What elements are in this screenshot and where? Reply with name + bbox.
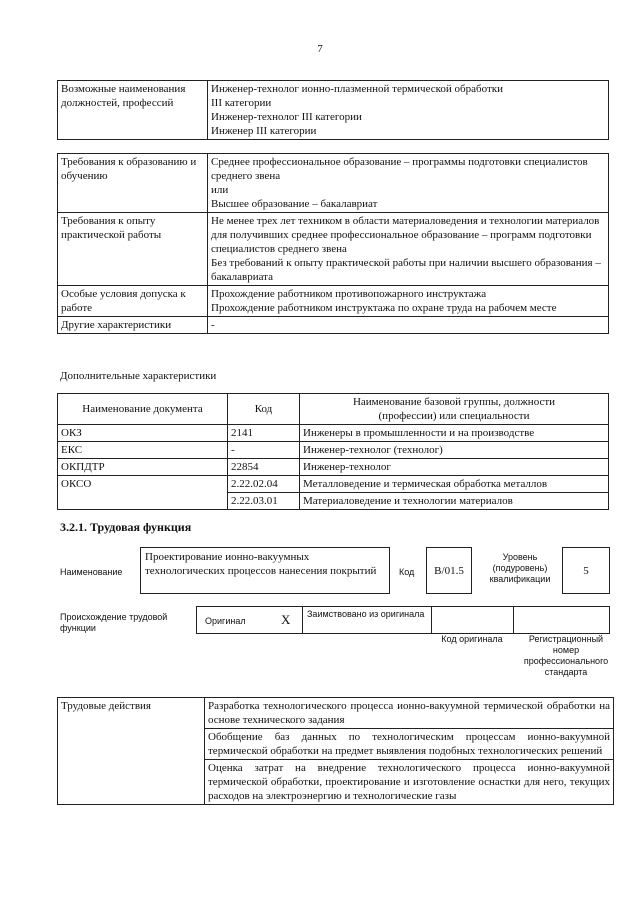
column-header: Наименование базовой группы, должности (профессии) или специальности — [300, 394, 609, 425]
code-box — [426, 547, 472, 594]
list-item: Не менее трех лет техником в области материаловедения и технологии материалов для получивших среднее профессиональное образование – программ подготовки специалистов среднего звена — [211, 215, 600, 255]
function-name-label: Наименование — [60, 567, 123, 577]
additional-heading: Дополнительные характеристики — [60, 370, 217, 382]
job-titles-table — [57, 80, 609, 140]
level-box — [562, 547, 610, 594]
education-label: Требования к образованию и обучению — [58, 154, 208, 213]
table-cell: Материаловедение и технологии материалов — [300, 493, 609, 510]
requirements-table — [57, 153, 609, 334]
code-value: B/01.5 — [434, 565, 464, 577]
table-cell: 2.22.02.04 — [228, 476, 300, 493]
table-row — [58, 698, 614, 729]
list-item: III категории — [211, 97, 272, 109]
admission-label: Особые условия допуска к работе — [58, 286, 208, 317]
origin-boxes — [196, 606, 610, 634]
list-item: Высшее образование – бакалавриат — [211, 198, 378, 210]
table-cell — [58, 493, 228, 510]
table-cell: Инженер-технолог — [300, 459, 609, 476]
table-row — [58, 459, 609, 476]
list-item: Инженер III категории — [211, 125, 317, 137]
job-titles-label: Возможные наименования должностей, профессий — [58, 81, 208, 140]
table-row — [58, 476, 609, 493]
action-item: Разработка технологического процесса ионно-вакуумной термической обработки на основе технического задания — [205, 698, 614, 729]
table-cell: ОКПДТР — [58, 459, 228, 476]
action-item: Оценка затрат на внедрение технологического процесса ионно-вакуумной термической обработки, проектирование и изготовление оснастки для него, текущих расходов на электроэнергию и технологические газы — [205, 760, 614, 805]
list-item: Без требований к опыту практической работы при наличии высшего образования – бакалавриата — [211, 257, 601, 283]
table-row — [58, 154, 609, 213]
code-label: Код — [399, 567, 415, 577]
list-item: Прохождение работником инструктажа по охране труда на рабочем месте — [211, 302, 557, 314]
function-name-box — [140, 547, 390, 594]
table-row — [58, 442, 609, 459]
table-row — [58, 493, 609, 510]
experience-value — [208, 213, 609, 286]
education-value — [208, 154, 609, 213]
experience-label: Требования к опыту практической работы — [58, 213, 208, 286]
actions-label: Трудовые действия — [58, 698, 205, 805]
original-mark: X — [281, 612, 291, 627]
divider — [513, 607, 514, 633]
table-cell: Инженер-технолог (технолог) — [300, 442, 609, 459]
table-row — [58, 425, 609, 442]
classification-table — [57, 393, 609, 510]
table-cell: - — [228, 442, 300, 459]
function-name-value: Проектирование ионно-вакуумных технологических процессов нанесения покрытий — [145, 551, 377, 577]
level-label: Уровень (подуровень) квалификации — [489, 552, 551, 584]
list-item: Среднее профессиональное образование – программы подготовки специалистов среднего звена — [211, 156, 588, 182]
column-header: Наименование документа — [58, 394, 228, 425]
table-cell: 2.22.03.01 — [228, 493, 300, 510]
section-title: 3.2.1. Трудовая функция — [60, 520, 192, 534]
admission-value — [208, 286, 609, 317]
table-cell: ОКЗ — [58, 425, 228, 442]
action-item: Обобщение баз данных по технологическим процессам ионно-вакуумной термической обработки на предмет выявления подобных технологических решений — [205, 729, 614, 760]
other-label: Другие характеристики — [58, 317, 208, 334]
table-cell: Инженеры в промышленности и на производстве — [300, 425, 609, 442]
divider — [302, 607, 303, 633]
table-cell: 22854 — [228, 459, 300, 476]
table-row — [58, 286, 609, 317]
origin-label: Происхождение трудовой функции — [60, 612, 168, 633]
borrowed-label: Заимствовано из оригинала — [307, 609, 425, 619]
code-original-caption: Код оригинала — [441, 634, 503, 644]
reg-number-caption: Регистрационный номер профессионального стандарта — [523, 634, 609, 677]
table-cell: Металловедение и термическая обработка металлов — [300, 476, 609, 493]
table-header-row — [58, 394, 609, 425]
divider — [431, 607, 432, 633]
table-row — [58, 213, 609, 286]
list-item: Прохождение работником противопожарного инструктажа — [211, 288, 487, 300]
table-cell: 2141 — [228, 425, 300, 442]
table-row — [58, 81, 609, 140]
table-row — [58, 317, 609, 334]
table-cell: ЕКС — [58, 442, 228, 459]
labor-actions-table — [57, 697, 614, 805]
other-value: - — [208, 317, 609, 334]
job-titles-value — [208, 81, 609, 140]
list-item: или — [211, 184, 229, 196]
list-item: Инженер-технолог ионно-плазменной термической обработки — [211, 83, 503, 95]
level-value: 5 — [583, 565, 589, 577]
table-cell: ОКСО — [58, 476, 228, 493]
column-header: Код — [228, 394, 300, 425]
page-number: 7 — [317, 43, 323, 55]
original-label: Оригинал — [205, 616, 246, 626]
list-item: Инженер-технолог III категории — [211, 111, 362, 123]
